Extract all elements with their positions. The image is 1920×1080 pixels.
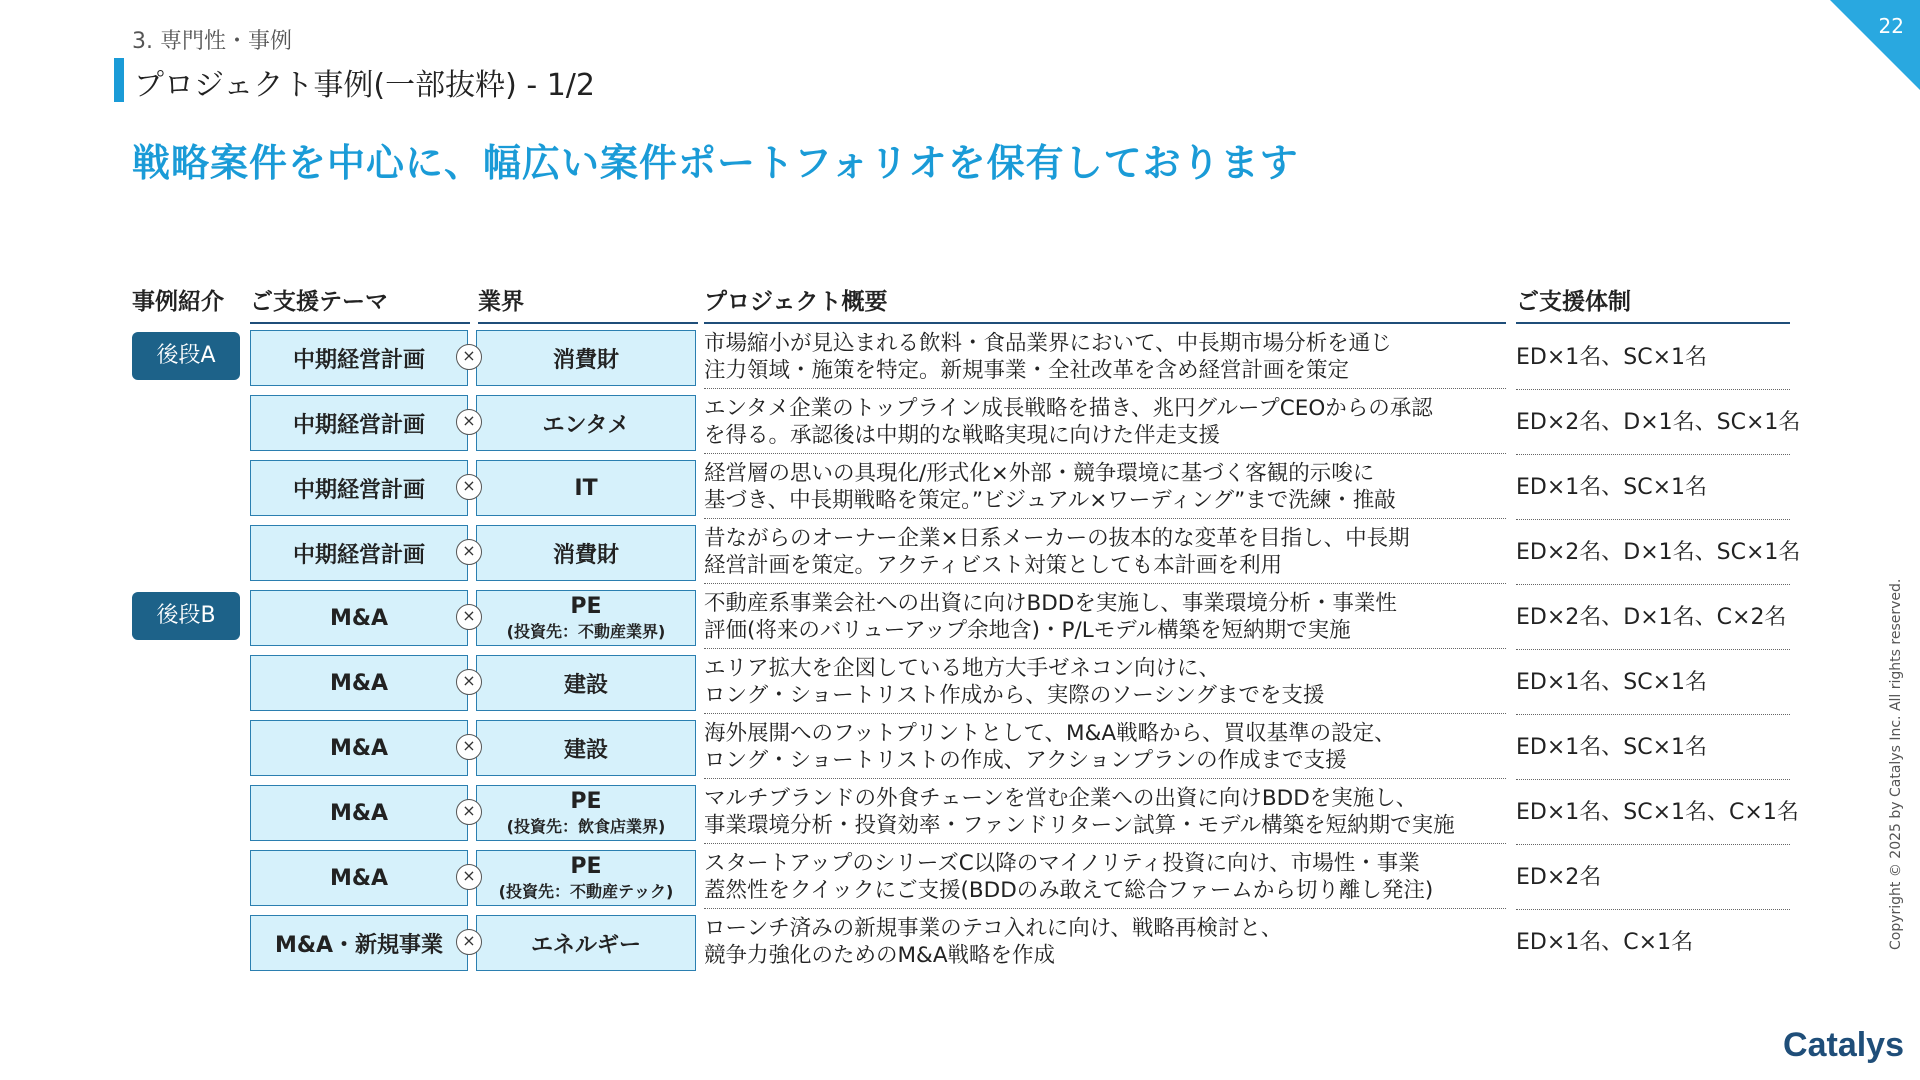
theme-label: 中期経営計画	[292, 347, 425, 373]
industry-label: PE	[570, 594, 602, 619]
overview-cell	[704, 781, 1506, 844]
headline: 戦略案件を中心に、幅広い案件ポートフォリオを保有しております	[132, 141, 1299, 185]
theme-cell	[250, 720, 468, 776]
theme-cell	[250, 330, 468, 386]
overview-line: 昔ながらのオーナー企業×日系メーカーの抜本的な変革を目指し、中長期	[704, 526, 1410, 551]
overview-line: 経営層の思いの具現化/形式化×外部・競争環境に基づく客観的示唆に	[704, 461, 1375, 486]
support-cell: ED×1名、C×1名	[1516, 930, 1694, 955]
overview-cell	[704, 651, 1506, 714]
overview-line: 事業環境分析・投資効率・ファンドリターン試算・モデル構築を短納期で実施	[704, 813, 1455, 838]
title-accent-bar	[114, 58, 124, 102]
col-header-case: 事例紹介	[132, 289, 224, 315]
support-cell: ED×1名、SC×1名	[1516, 716, 1790, 780]
page-number: 22	[1878, 14, 1904, 38]
overview-cell	[704, 456, 1506, 519]
industry-sub-label: (投資先：飲食店業界)	[506, 817, 666, 836]
overview-line: ロング・ショートリスト作成から、実際のソーシングまでを支援	[704, 683, 1325, 708]
industry-label: エネルギー	[530, 932, 641, 958]
table-row	[130, 781, 1799, 846]
theme-cell	[250, 785, 468, 841]
theme-label: 中期経営計画	[292, 542, 425, 568]
col-header-theme: ご支援テーマ	[250, 282, 470, 324]
overview-line: 海外展開へのフットプリントとして、M&A戦略から、買収基準の設定、	[704, 721, 1396, 746]
section-label: 3. 専門性・事例	[132, 29, 292, 54]
support-cell: ED×2名	[1516, 846, 1790, 910]
industry-sub-label: (投資先：不動産業界)	[506, 622, 666, 641]
theme-label: M&A	[329, 670, 389, 696]
overview-line: マルチブランドの外食チェーンを営む企業への出資に向けBDDを実施し、	[704, 786, 1418, 811]
table-body	[130, 326, 1801, 976]
industry-cell	[476, 330, 696, 386]
overview-line: ロング・ショートリストの作成、アクションプランの作成まで支援	[704, 748, 1347, 773]
industry-cell	[476, 655, 696, 711]
support-cell: ED×2名、D×1名、SC×1名	[1516, 521, 1790, 585]
overview-cell	[704, 521, 1506, 584]
overview-line: エンタメ企業のトップライン成長戦略を描き、兆円グループCEOからの承認	[704, 396, 1433, 421]
cross-icon: ×	[456, 539, 482, 565]
industry-label: エンタメ	[542, 412, 630, 438]
theme-label: M&A	[329, 865, 389, 891]
table-row	[130, 586, 1790, 651]
overview-line: 経営計画を策定。アクティビスト対策としても本計画を利用	[704, 553, 1283, 578]
page-title: プロジェクト事例(一部抜粋) - 1/2	[134, 68, 595, 103]
theme-cell	[250, 460, 468, 516]
cross-icon: ×	[456, 734, 482, 760]
table-row	[130, 391, 1801, 456]
cross-icon: ×	[456, 929, 482, 955]
industry-label: 建設	[563, 737, 608, 763]
support-cell: ED×1名、SC×1名	[1516, 326, 1790, 390]
theme-label: M&A	[329, 800, 389, 826]
overview-line: スタートアップのシリーズC以降のマイノリティ投資に向け、市場性・事業	[704, 851, 1420, 876]
cross-icon: ×	[456, 409, 482, 435]
industry-cell	[476, 590, 696, 646]
case-tag: 後段B	[132, 592, 240, 640]
industry-cell	[476, 785, 696, 841]
theme-label: M&A	[329, 605, 389, 631]
page-corner-decoration	[1830, 0, 1920, 90]
theme-cell	[250, 395, 468, 451]
overview-cell	[704, 586, 1506, 649]
table-row	[130, 651, 1790, 716]
theme-cell	[250, 590, 468, 646]
cross-icon: ×	[456, 864, 482, 890]
theme-label: 中期経営計画	[292, 477, 425, 503]
industry-cell	[476, 915, 696, 971]
col-header-overview: プロジェクト概要	[704, 282, 1506, 324]
overview-line: を得る。承認後は中期的な戦略実現に向けた伴走支援	[704, 423, 1221, 448]
theme-cell	[250, 915, 468, 971]
industry-label: 消費財	[552, 542, 619, 568]
col-header-support: ご支援体制	[1516, 282, 1790, 324]
overview-line: 蓋然性をクイックにご支援(BDDのみ敢えて総合ファームから切り離し発注)	[704, 878, 1434, 903]
industry-label: 消費財	[552, 347, 619, 373]
support-cell: ED×2名、D×1名、SC×1名	[1516, 391, 1790, 455]
overview-cell	[704, 326, 1506, 389]
theme-cell	[250, 655, 468, 711]
industry-label: IT	[574, 475, 598, 501]
cross-icon: ×	[456, 669, 482, 695]
table-row	[130, 846, 1790, 911]
copyright	[1888, 570, 1908, 950]
industry-cell	[476, 460, 696, 516]
table-row	[130, 326, 1790, 391]
cross-icon: ×	[456, 799, 482, 825]
overview-line: 競争力強化のためのM&A戦略を作成	[704, 943, 1056, 968]
cross-icon: ×	[456, 344, 482, 370]
overview-line: エリア拡大を企図している地方大手ゼネコン向けに、	[704, 656, 1221, 681]
industry-cell	[476, 395, 696, 451]
industry-label: PE	[570, 789, 602, 814]
theme-cell	[250, 850, 468, 906]
table-row	[130, 521, 1801, 586]
overview-cell	[704, 846, 1506, 909]
table-header	[130, 282, 1790, 326]
overview-line: 不動産系事業会社への出資に向けBDDを実施し、事業環境分析・事業性	[704, 591, 1397, 616]
theme-cell	[250, 525, 468, 581]
theme-label: 中期経営計画	[292, 412, 425, 438]
copyright-text: Copyright © 2025 by Catalys Inc. All rights reserved.	[1888, 578, 1904, 950]
catalys-logo	[1783, 1026, 1904, 1065]
industry-sub-label: (投資先：不動産テック)	[498, 882, 674, 901]
support-cell: ED×1名、SC×1名、C×1名	[1516, 781, 1790, 845]
support-cell: ED×2名、D×1名、C×2名	[1516, 586, 1790, 650]
overview-line: 市場縮小が見込まれる飲料・食品業界において、中長期市場分析を通じ	[704, 331, 1392, 356]
overview-cell	[704, 716, 1506, 779]
project-table	[130, 282, 1801, 976]
overview-line: 評価(将来のバリューアップ余地含)・P/Lモデル構築を短納期で実施	[704, 618, 1351, 643]
table-row	[130, 716, 1790, 781]
industry-cell	[476, 850, 696, 906]
overview-line: 基づき、中長期戦略を策定。”ビジュアル×ワーディング”まで洗練・推敲	[704, 488, 1396, 513]
industry-label: PE	[570, 854, 602, 879]
table-row	[130, 456, 1790, 521]
overview-line: 注力領域・施策を特定。新規事業・全社改革を含め経営計画を策定	[704, 358, 1350, 383]
table-row	[130, 911, 1790, 976]
support-cell: ED×1名、SC×1名	[1516, 456, 1790, 520]
industry-cell	[476, 720, 696, 776]
overview-line: ローンチ済みの新規事業のテコ入れに向け、戦略再検討と、	[704, 916, 1283, 941]
theme-label: M&A・新規事業	[274, 932, 444, 958]
cross-icon: ×	[456, 604, 482, 630]
case-tag: 後段A	[132, 332, 240, 380]
overview-cell	[704, 911, 1506, 974]
industry-cell	[476, 525, 696, 581]
industry-label: 建設	[563, 672, 608, 698]
cross-icon: ×	[456, 474, 482, 500]
logo-text: Catalys	[1783, 1026, 1904, 1064]
support-cell: ED×1名、SC×1名	[1516, 651, 1790, 715]
theme-label: M&A	[329, 735, 389, 761]
col-header-industry: 業界	[478, 282, 698, 324]
overview-cell	[704, 391, 1506, 454]
